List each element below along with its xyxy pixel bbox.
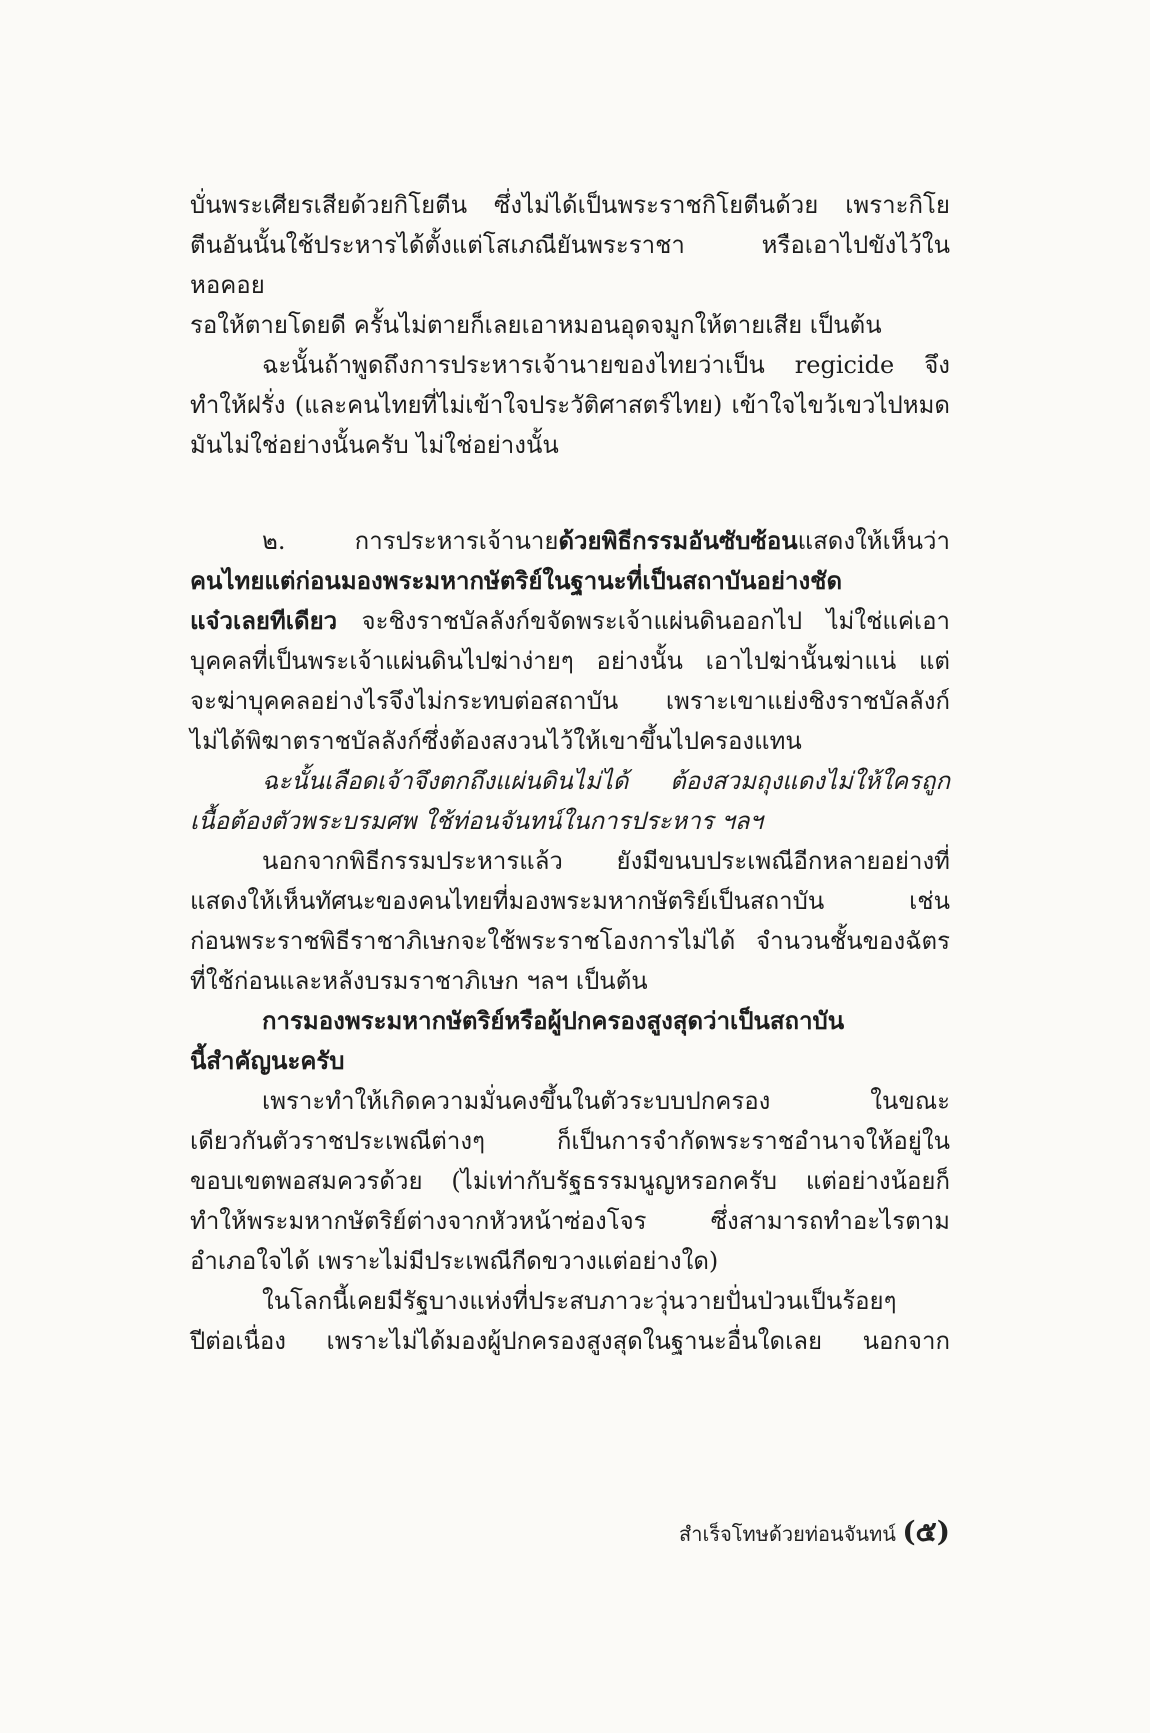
text-line: แสดงให้เห็นทัศนะของคนไทยที่มองพระมหากษัตริย์เป็นสถาบัน เช่น (190, 887, 950, 915)
text-line: บั่นพระเศียรเสียด้วยกิโยตีน ซึ่งไม่ได้เป็นพระราชกิโยตีนด้วย เพราะกิโย (190, 191, 950, 219)
paragraph-8 (190, 1281, 950, 1361)
text-line: การมองพระมหากษัตริย์หรือผู้ปกครองสูงสุดว่าเป็นสถาบัน (262, 1006, 845, 1035)
paragraph-6 (190, 1001, 950, 1081)
text-normal: แสดงให้เห็นว่า (797, 527, 950, 555)
text-line (190, 521, 950, 561)
text-bold: แจ๋วเลยทีเดียว (190, 606, 338, 635)
text-normal: จะชิงราชบัลลังก์ขจัดพระเจ้าแผ่นดินออกไป ไม่ใช่แค่เอา (337, 607, 950, 635)
page-number: (๕) (902, 1515, 950, 1548)
text-line: ขอบเขตพอสมควรด้วย (ไม่เท่ากับรัฐธรรมนูญหรอกครับ แต่อย่างน้อยก็ (190, 1167, 950, 1195)
paragraph-7 (190, 1081, 950, 1281)
text-line: ฉะนั้นเลือดเจ้าจึงตกถึงแผ่นดินไม่ได้ ต้องสวมถุงแดงไม่ให้ใครถูก (262, 767, 950, 795)
text-line: ที่ใช้ก่อนและหลังบรมราชาภิเษก ฯลฯ เป็นต้น (190, 967, 648, 995)
running-title: สำเร็จโทษด้วยท่อนจันทน์ (679, 1522, 896, 1546)
text-line: นอกจากพิธีกรรมประหารแล้ว ยังมีขนบประเพณีอีกหลายอย่างที่ (262, 847, 950, 875)
text-line: ปีต่อเนื่อง เพราะไม่ได้มองผู้ปกครองสูงสุดในฐานะอื่นใดเลย นอกจาก (190, 1327, 950, 1355)
text-line: ทำให้พระมหากษัตริย์ต่างจากหัวหน้าซ่องโจร ซึ่งสามารถทำอะไรตาม (190, 1207, 950, 1235)
text-line: ฉะนั้นถ้าพูดถึงการประหารเจ้านายของไทยว่าเป็น regicide จึง (262, 351, 950, 379)
text-line: บุคคลที่เป็นพระเจ้าแผ่นดินไปฆ่าง่ายๆ อย่างนั้น เอาไปฆ่านั้นฆ่าแน่ แต่ (190, 647, 950, 675)
text-line: ทำให้ฝรั่ง (และคนไทยที่ไม่เข้าใจประวัติศาสตร์ไทย) เข้าใจไขว้เขวไปหมด (190, 391, 950, 419)
text-line: เดียวกันตัวราชประเพณีต่างๆ ก็เป็นการจำกัดพระราชอำนาจให้อยู่ใน (190, 1127, 950, 1155)
page-body (190, 185, 950, 1361)
text-line: คนไทยแต่ก่อนมองพระมหากษัตริย์ในฐานะที่เป็นสถาบันอย่างชัด (190, 566, 843, 595)
paragraph-1 (190, 185, 950, 345)
text-line: ไม่ได้พิฆาตราชบัลลังก์ซึ่งต้องสงวนไว้ให้เขาขึ้นไปครองแทน (190, 727, 802, 755)
text-line: ในโลกนี้เคยมีรัฐบางแห่งที่ประสบภาวะวุ่นวายปั่นป่วนเป็นร้อยๆ (262, 1287, 897, 1315)
text-line (190, 601, 950, 641)
paragraph-3 (190, 521, 950, 761)
text-line: เพราะทำให้เกิดความมั่นคงขึ้นในตัวระบบปกครอง ในขณะ (262, 1087, 950, 1115)
text-line: ตีนอันนั้นใช้ประหารได้ตั้งแต่โสเภณียันพระราชา หรือเอาไปขังไว้ในหอคอย (190, 231, 950, 299)
paragraph-gap (190, 465, 950, 521)
text-line: รอให้ตายโดยดี ครั้นไม่ตายก็เลยเอาหมอนอุดจมูกให้ตายเสีย เป็นต้น (190, 311, 882, 339)
paragraph-5 (190, 841, 950, 1001)
paragraph-2 (190, 345, 950, 465)
text-line: จะฆ่าบุคคลอย่างไรจึงไม่กระทบต่อสถาบัน เพราะเขาแย่งชิงราชบัลลังก์ (190, 687, 950, 715)
text-line: ก่อนพระราชพิธีราชาภิเษกจะใช้พระราชโองการไม่ได้ จำนวนชั้นของฉัตร (190, 927, 950, 955)
paragraph-4 (190, 761, 950, 841)
page-footer (679, 1512, 950, 1554)
text-line: นี้สำคัญนะครับ (190, 1046, 345, 1075)
text-line: อำเภอใจได้ เพราะไม่มีประเพณีกีดขวางแต่อย่างใด) (190, 1247, 719, 1275)
text-line: มันไม่ใช่อย่างนั้นครับ ไม่ใช่อย่างนั้น (190, 431, 559, 459)
text-normal: ๒. การประหารเจ้านาย (262, 527, 559, 555)
text-line: เนื้อต้องตัวพระบรมศพ ใช้ท่อนจันทน์ในการประหาร ฯลฯ (190, 807, 763, 835)
text-bold: ด้วยพิธีกรรมอันซับซ้อน (558, 526, 798, 555)
